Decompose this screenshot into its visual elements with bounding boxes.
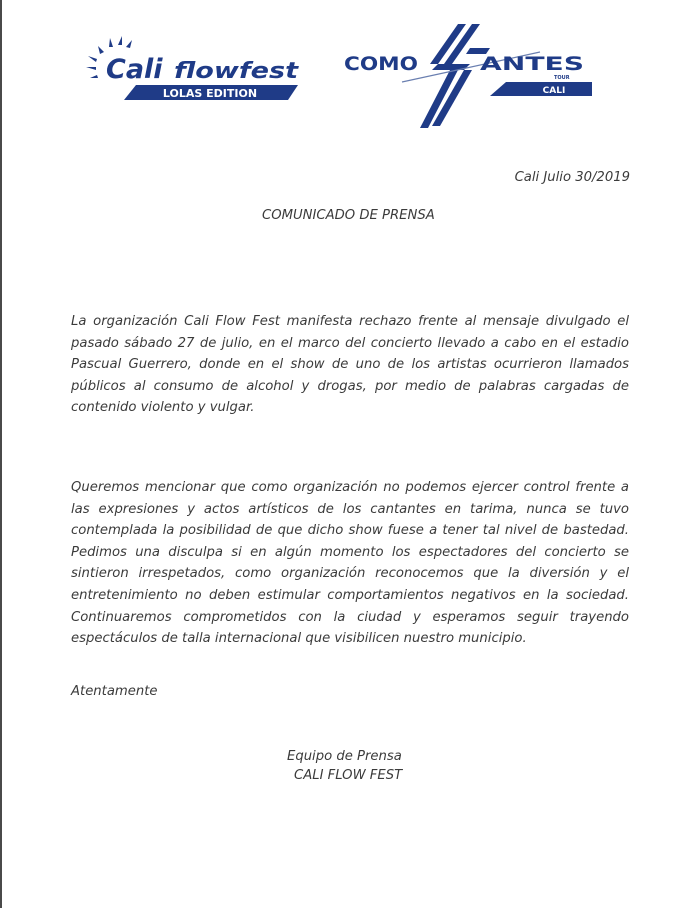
signature-org: CALI FLOW FEST [294,768,403,783]
city-banner [490,82,592,96]
letter-closing: Atentamente [71,684,158,699]
califlowfest-logo [84,34,308,104]
page-edge [0,0,2,908]
letter-title: COMUNICADO DE PRENSA [262,208,435,223]
paragraph-line: Continuaremos comprometidos con la ciudad y esperamos seguir trayendo [71,609,629,625]
paragraph-line: espectáculos de talla internacional que visibilicen nuestro municipio. [71,631,527,647]
paragraph-line: Pascual Guerrero, donde en el show de uno de los artistas ocurrieron llamados [71,357,629,373]
paragraph-line: contenido violento y vulgar. [71,400,255,416]
como-antes-logo-graphic [340,18,600,133]
signature-team: Equipo de Prensa [287,749,402,764]
paragraph-2 [71,477,629,650]
logo-word-tour: TOUR [554,75,570,81]
califlowfest-logo-graphic [84,34,308,104]
paragraph-line: entretenimiento no deben estimular comportamientos negativos en la sociedad. [71,587,629,603]
paragraph-line: las expresiones y actos artísticos de los cantantes en tarima, nunca se tuvo [71,501,629,517]
paragraph-line: Queremos mencionar que como organización no podemos ejercer control frente a [71,480,629,495]
paragraph-line: sintieron irrespetados, como organización reconocemos que la diversión y el [71,566,629,582]
logo-city-text: CALI [542,86,566,96]
paragraph-line: contemplada la posibilidad de que dicho show fuese a tener tal nivel de bastedad. [71,523,629,539]
letter-date: Cali Julio 30/2019 [514,170,630,185]
logo-word-como: COMO [344,53,418,75]
paragraph-line: La organización Cali Flow Fest manifesta rechazo frente al mensaje divulgado el [71,314,629,329]
paragraph-line: públicos al consumo de alcohol y drogas, por medio de palabras cargadas de [71,378,629,394]
logo-word-flowfest: flowfest [174,59,300,84]
paragraph-1 [71,311,629,419]
logo-edition-text: LOLAS EDITION [162,87,258,100]
como-antes-logo [340,18,600,133]
paragraph-line: Pedimos una disculpa si en algún momento los espectadores del concierto se [71,544,629,560]
logo-word-cali: Cali [106,54,163,85]
logo-word-antes: ANTES [480,53,584,75]
paragraph-line: pasado sábado 27 de julio, en el marco del concierto llevado a cabo en el estadio [71,335,629,351]
